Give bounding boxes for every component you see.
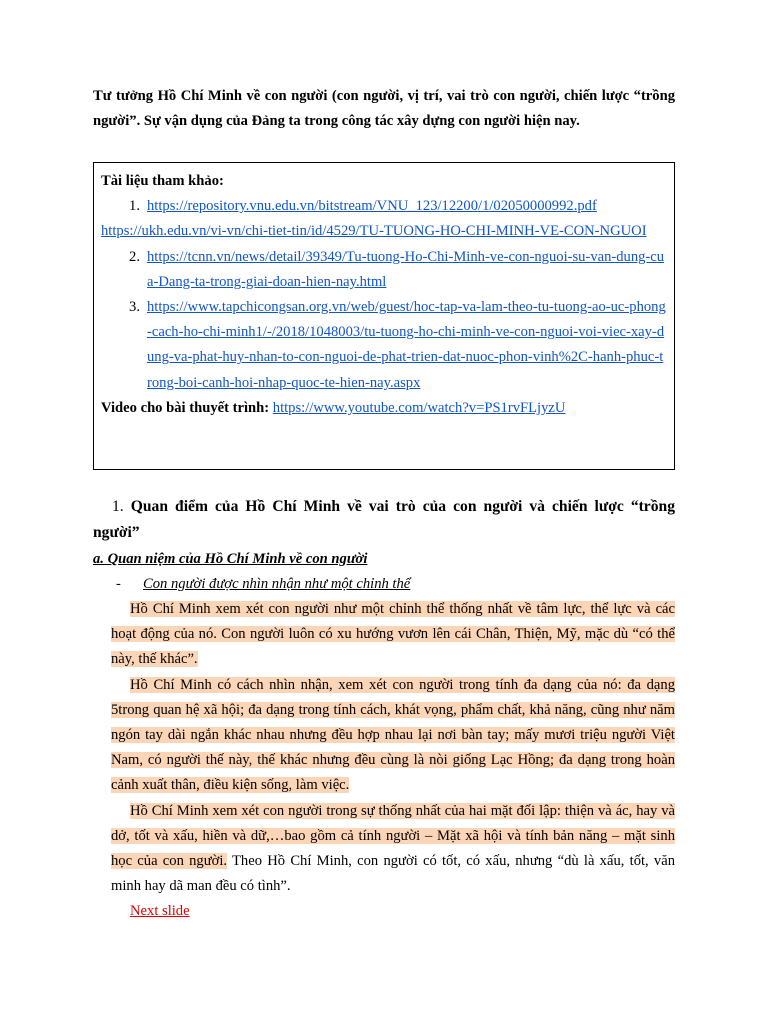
highlighted-text: Hồ Chí Minh xem xét con người như một chỉnh thể thống nhất về tâm lực, thể lực và các hoạt động của nó. Con người luôn có xu hướng vươn lên cái Chân, Thiện, Mỹ, mặc dù “có thể này, thế khác”. — [111, 601, 675, 668]
reference-link-2[interactable]: https://tcnn.vn/news/detail/39349/Tu-tuong-Ho-Chi-Minh-ve-con-nguoi-su-van-dung-cua-Dang-ta-trong-giai-doan-hien-nay.html — [147, 248, 665, 290]
section-number: 1. — [112, 498, 124, 515]
reference-number: 1. — [129, 198, 140, 215]
bullet-item — [116, 573, 410, 595]
reference-link-ukh[interactable]: https://ukh.edu.vn/vi-vn/chi-tiet-tin/id/4529/TU-TUONG-HO-CHI-MINH-VE-CON-NGUOI — [101, 223, 647, 240]
reference-item-2 — [101, 245, 667, 295]
reference-number: 2. — [129, 248, 140, 265]
reference-link-3[interactable]: https://www.tapchicongsan.org.vn/web/guest/hoc-tap-va-lam-theo-tu-tuong-ao-uc-phong-cach-ho-chi-minh1/-/2018/1048003/tu-tuong-ho-chi-minh-ve-con-nguoi-voi-viec-xay-dung-va-phat-huy-nhan-to-con-nguoi-de-phat-trien-dat-nuoc-phon-vinh%2C-hanh-phuc-trong-boi-canh-hoi-nhap-quoc-te-hien-nay.aspx — [147, 299, 666, 391]
reference-number: 3. — [129, 299, 140, 316]
next-slide-line — [111, 899, 675, 924]
next-slide-link[interactable]: Next slide — [130, 903, 190, 920]
reference-item-1b — [101, 219, 667, 244]
paragraph-text: Theo Hồ Chí Minh, con người có tốt, có xấu, nhưng “dù là xấu, tốt, văn minh hay dã man đều có tình”. — [111, 853, 676, 895]
section-title: Quan điểm của Hồ Chí Minh về vai trò của con người và chiến lược “trồng người” — [93, 498, 675, 541]
video-link[interactable]: https://www.youtube.com/watch?v=PS1rvFLjyzU — [272, 399, 566, 416]
paragraph-2 — [111, 673, 675, 799]
reference-link-1[interactable]: https://repository.vnu.edu.vn/bitstream/VNU_123/12200/1/02050000992.pdf — [147, 198, 597, 215]
reference-item-3 — [101, 295, 667, 396]
paragraph-1 — [111, 597, 675, 673]
highlighted-text: Hồ Chí Minh xem xét con người trong sự thống nhất của hai mặt đối lập: thiện và ác, hay và dở, tốt và xấu, hiền và dữ,…bao gồm cả tính người – Mặt xã hội và tính bản năng – mặt sinh học của con người. — [111, 802, 675, 870]
document-title: Tư tưởng Hồ Chí Minh về con người (con người, vị trí, vai trò con người, chiến lược “trồng người”. Sự vận dụng của Đảng ta trong công tác xây dựng con người hiện nay. — [93, 88, 675, 129]
video-label: Video cho bài thuyết trình: — [101, 399, 270, 416]
body-text — [111, 597, 675, 925]
paragraph-3 — [111, 799, 675, 900]
video-line — [101, 396, 667, 421]
section-heading-1 — [93, 494, 675, 546]
bullet-text: Con người được nhìn nhận như một chỉnh thể — [143, 576, 411, 592]
reference-item-1 — [101, 194, 667, 219]
subsection-heading-a: a. Quan niệm của Hồ Chí Minh về con người — [93, 551, 368, 567]
highlighted-text: Hồ Chí Minh có cách nhìn nhận, xem xét con người trong tính đa dạng của nó: đa dạng 5trong quan hệ xã hội; đa dạng trong tính cách, khát vọng, phẩm chất, khả năng, cũng như năm ngón tay dài ngắn khác nhau nhưng đều hợp nhau lại nơi bàn tay; mấy mươi triệu người Việt Nam, có người thế này, thế khác nhưng đều cùng là nòi giống Lạc Hồng; đa dạng trong hoàn cảnh xuất thân, điều kiện sống, làm việc. — [111, 676, 675, 794]
bullet-dash: - — [116, 576, 121, 592]
references-heading: Tài liệu tham khảo: — [101, 173, 224, 189]
references-box — [93, 162, 675, 470]
